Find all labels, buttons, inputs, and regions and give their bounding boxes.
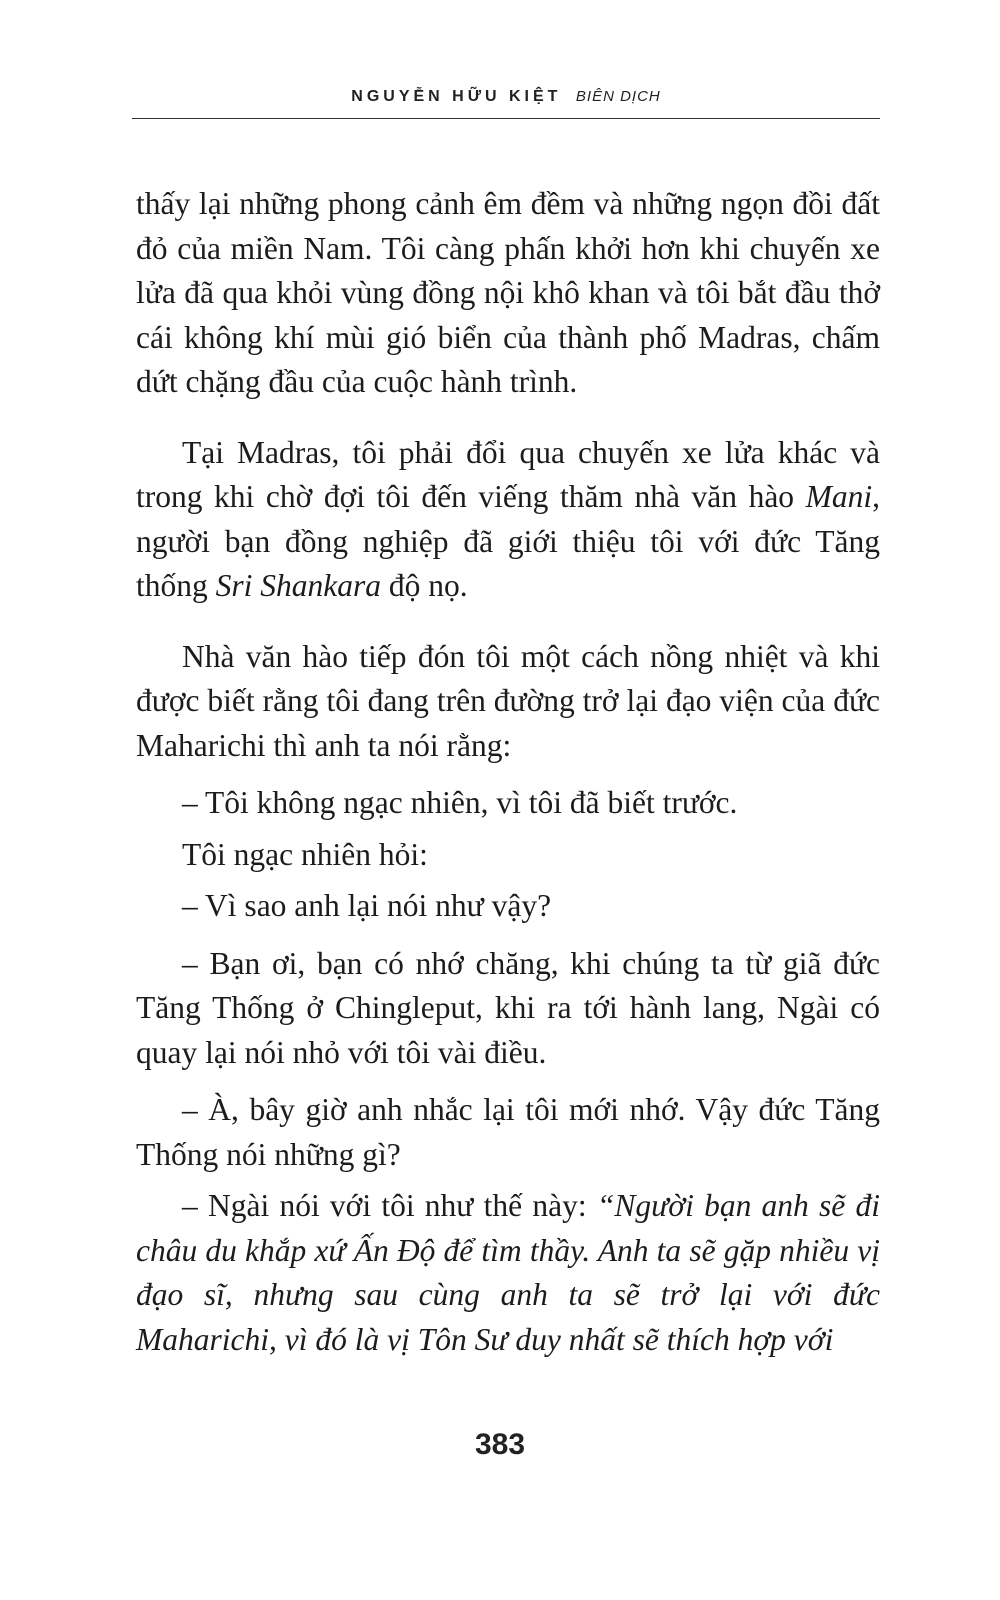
name-sri-shankara: Sri Shankara: [215, 568, 382, 603]
paragraph-welcome: Nhà văn hào tiếp đón tôi một cách nồng nhiệt và khi được biết rằng tôi đang trên đường trở lại đạo viện của đức Maharichi thì anh ta nói rằng:: [136, 638, 880, 763]
paragraph-madras: [136, 431, 880, 609]
text-span: , người bạn đồng nghiệp đã giới thiệu tôi với đức Tăng thống: [136, 479, 880, 603]
dialogue-line: [136, 1184, 880, 1362]
page-body: [136, 182, 880, 1362]
dialogue-line: – Tôi không ngạc nhiên, vì tôi đã biết trước.: [182, 785, 738, 820]
dialogue-line: Tôi ngạc nhiên hỏi:: [182, 836, 428, 872]
name-mani: Mani: [805, 479, 873, 514]
dialogue-line: – Bạn ơi, bạn có nhớ chăng, khi chúng ta từ giã đức Tăng Thống ở Chingleput, khi ra tới hành lang, Ngài có quay lại nói nhỏ với tôi vài điều.: [136, 945, 880, 1070]
header-role: BIÊN DỊCH: [575, 88, 661, 105]
dialogue-line: – À, bây giờ anh nhắc lại tôi mới nhớ. Vậy đức Tăng Thống nói những gì?: [136, 1092, 880, 1172]
paragraph-continuation: thấy lại những phong cảnh êm đềm và những ngọn đồi đất đỏ của miền Nam. Tôi càng phấn khởi hơn khi chuyến xe lửa đã qua khỏi vùng đồng nội khô khan và tôi bắt đầu thở cái không khí mùi gió biển của thành phố Madras, chấm dứt chặng đầu của cuộc hành trình.: [136, 186, 880, 399]
text-span: Tại Madras, tôi phải đổi qua chuyến xe lửa khác và trong khi chờ đợi tôi đến viếng thăm nhà văn hào: [136, 434, 880, 514]
text-span: độ nọ.: [381, 568, 468, 603]
running-header: [132, 88, 880, 106]
header-author: NGUYỄN HỮU KIỆT: [351, 88, 562, 105]
page-number: 383: [474, 1428, 526, 1461]
dialogue-line: – Vì sao anh lại nói như vậy?: [182, 888, 552, 923]
header-rule: [132, 118, 880, 119]
quote-text: “Người bạn anh sẽ đi châu du khắp xứ Ấn Độ để tìm thầy. Anh ta sẽ gặp nhiều vị đạo sĩ, nhưng sau cùng anh ta sẽ trở lại với đức Maharichi, vì đó là vị Tôn Sư duy nhất sẽ thích hợp với: [136, 1188, 881, 1357]
text-span: – Ngài nói với tôi như thế này:: [182, 1188, 597, 1223]
